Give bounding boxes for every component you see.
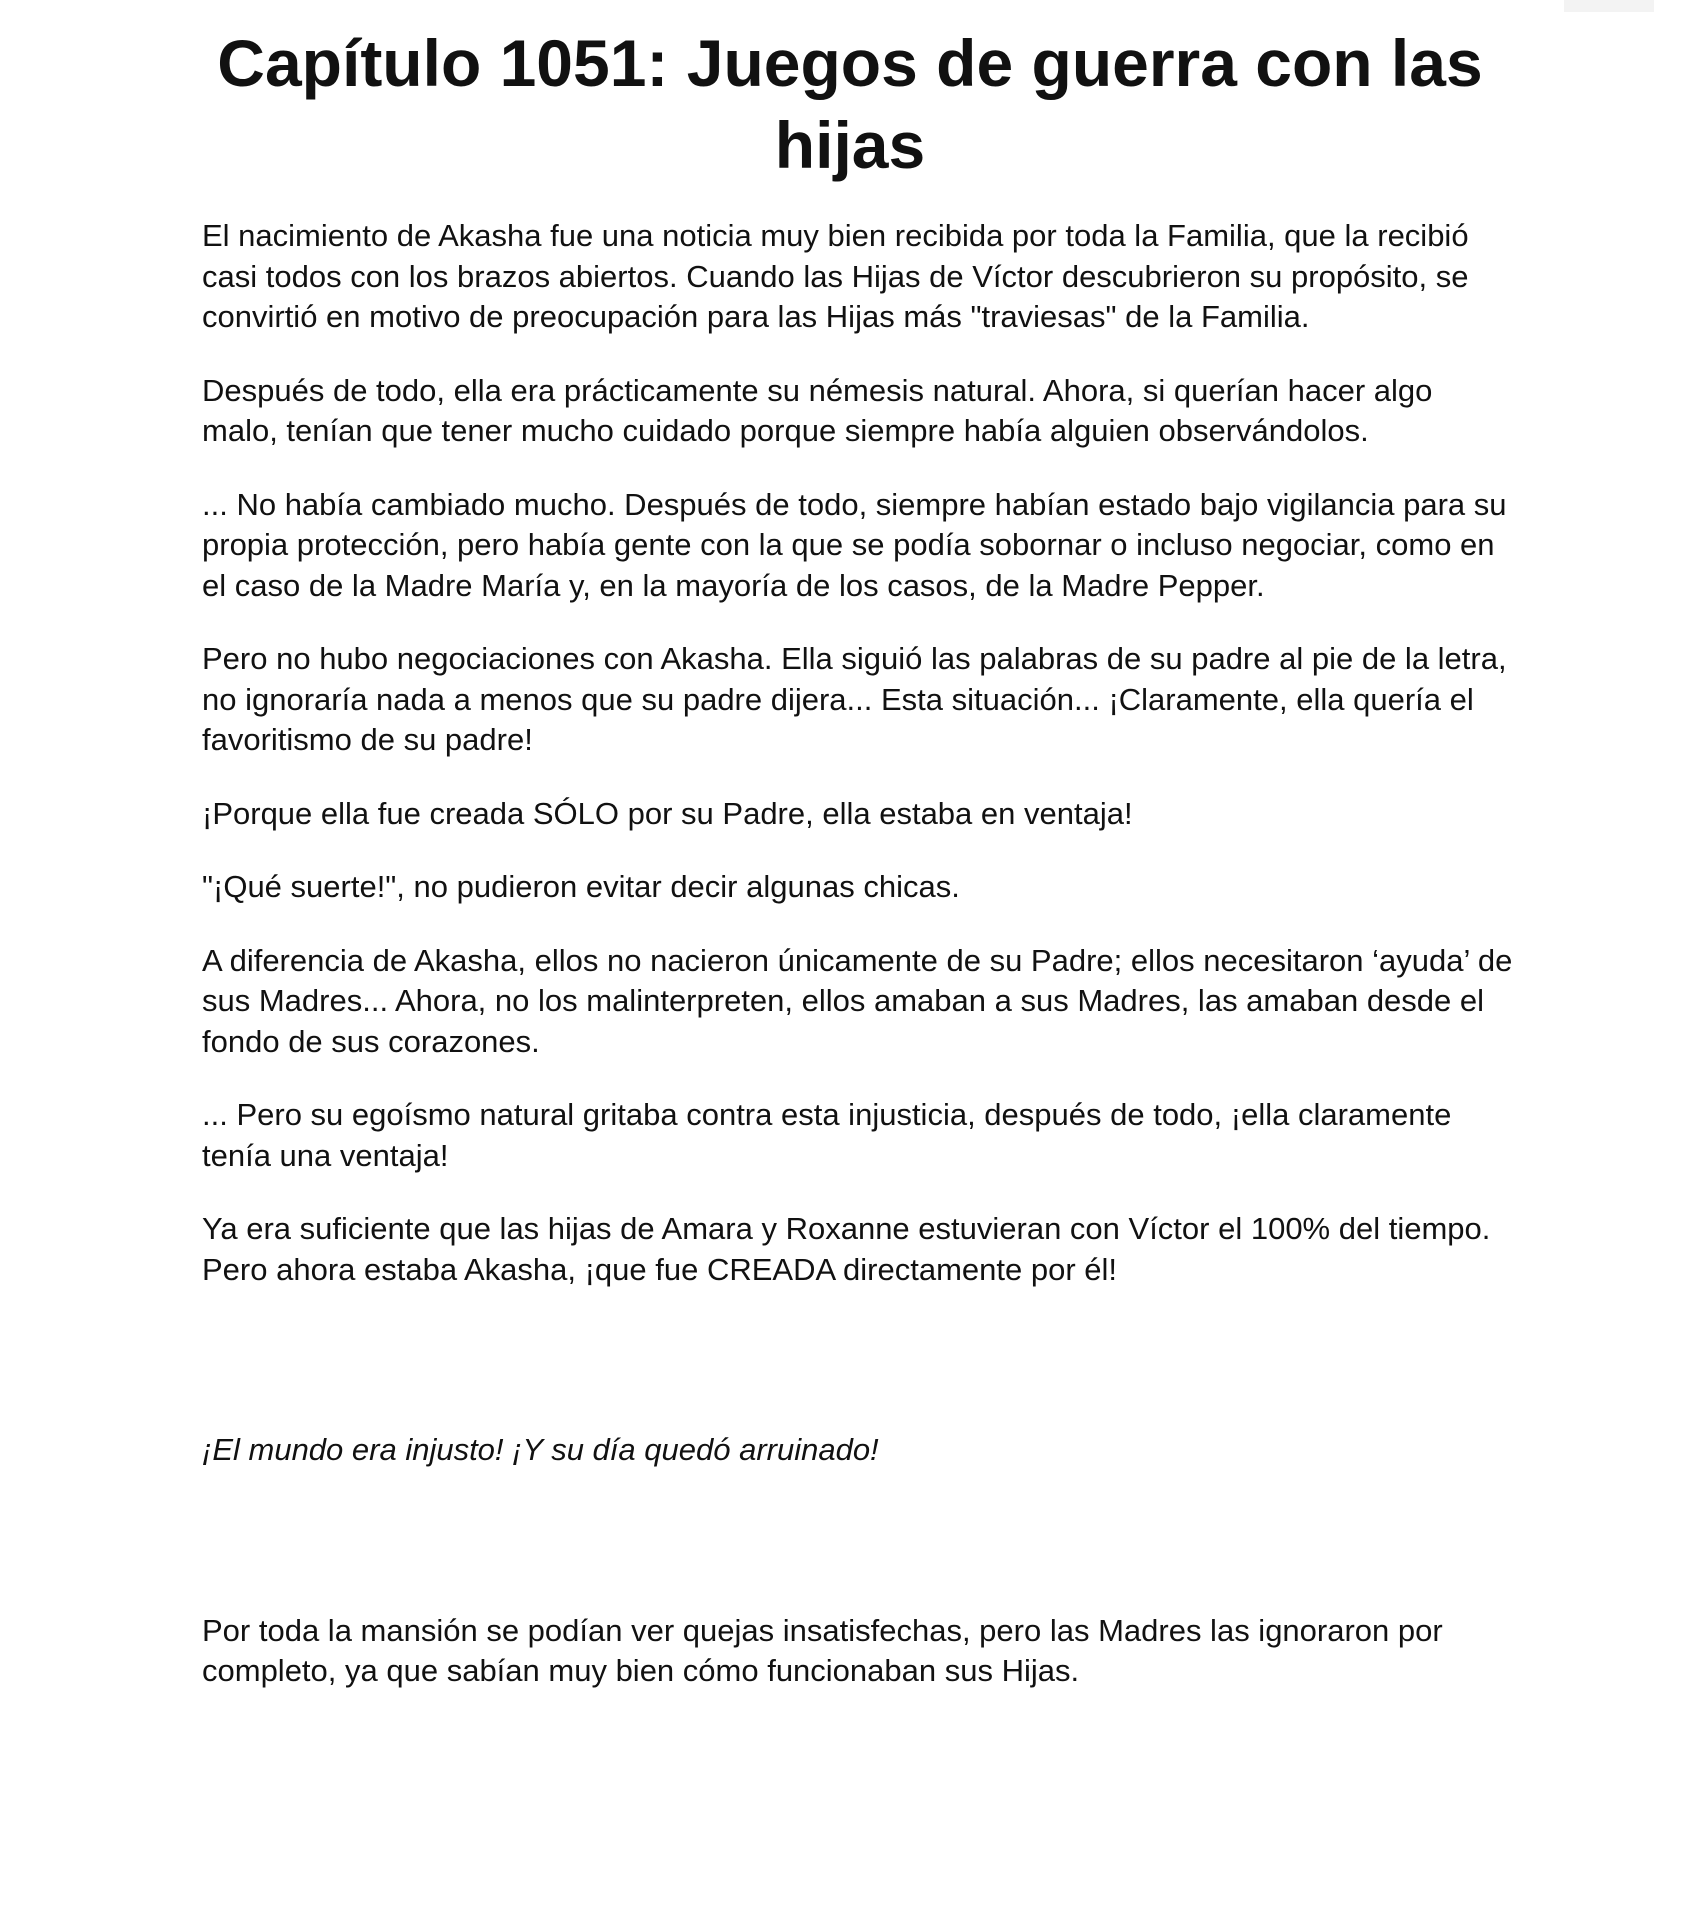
paragraph-1: El nacimiento de Akasha fue una noticia muy bien recibida por toda la Familia, que la recibió casi todos con los brazos abiertos. Cuando las Hijas de Víctor descubrieron su propósito, se convirtió en motivo de preocupación para las Hijas más "traviesas" de la Familia. [202, 218, 1469, 334]
paragraph-6: "¡Qué suerte!", no pudieron evitar decir algunas chicas. [202, 869, 960, 904]
page-corner-mark [1564, 0, 1654, 12]
chapter-body [202, 216, 1514, 1725]
chapter-title: Capítulo 1051: Juegos de guerra con las hijas [217, 26, 1483, 182]
paragraph-2: Después de todo, ella era prácticamente su némesis natural. Ahora, si querían hacer algo malo, tenían que tener mucho cuidado porque siempre había alguien observándolos. [202, 372, 1433, 448]
paragraph-7: A diferencia de Akasha, ellos no nacieron únicamente de su Padre; ellos necesitaron ‘ayuda’ de sus Madres... Ahora, no los malinterpreten, ellos amaban a sus Madres, las amaban desde el fondo de sus corazones. [202, 942, 1513, 1059]
paragraph-3: ... No había cambiado mucho. Después de todo, siempre habían estado bajo vigilancia para su propia protección, pero había gente con la que se podía sobornar o incluso negociar, como en el caso de la Madre María y, en la mayoría de los casos, de la Madre Pepper. [202, 486, 1507, 603]
paragraph-8: ... Pero su egoísmo natural gritaba contra esta injusticia, después de todo, ¡ella claramente tenía una ventaja! [202, 1097, 1452, 1173]
paragraph-11: Por toda la mansión se podían ver quejas insatisfechas, pero las Madres las ignoraron por completo, ya que sabían muy bien cómo funcionaban sus Hijas. [202, 1612, 1443, 1688]
italic-paragraph: ¡El mundo era injusto! ¡Y su día quedó arruinado! [202, 1432, 879, 1467]
paragraph-4: Pero no hubo negociaciones con Akasha. Ella siguió las palabras de su padre al pie de la letra, no ignoraría nada a menos que su padre dijera... Esta situación... ¡Claramente, ella quería el favoritismo de su padre! [202, 641, 1507, 757]
section-gap [202, 1323, 1514, 1430]
section-gap [202, 1504, 1514, 1611]
paragraph-5: ¡Porque ella fue creada SÓLO por su Padre, ella estaba en ventaja! [202, 795, 1133, 831]
paragraph-9: Ya era suficiente que las hijas de Amara y Roxanne estuvieran con Víctor el 100% del tiempo. Pero ahora estaba Akasha, ¡que fue CREADA directamente por él! [202, 1211, 1491, 1287]
